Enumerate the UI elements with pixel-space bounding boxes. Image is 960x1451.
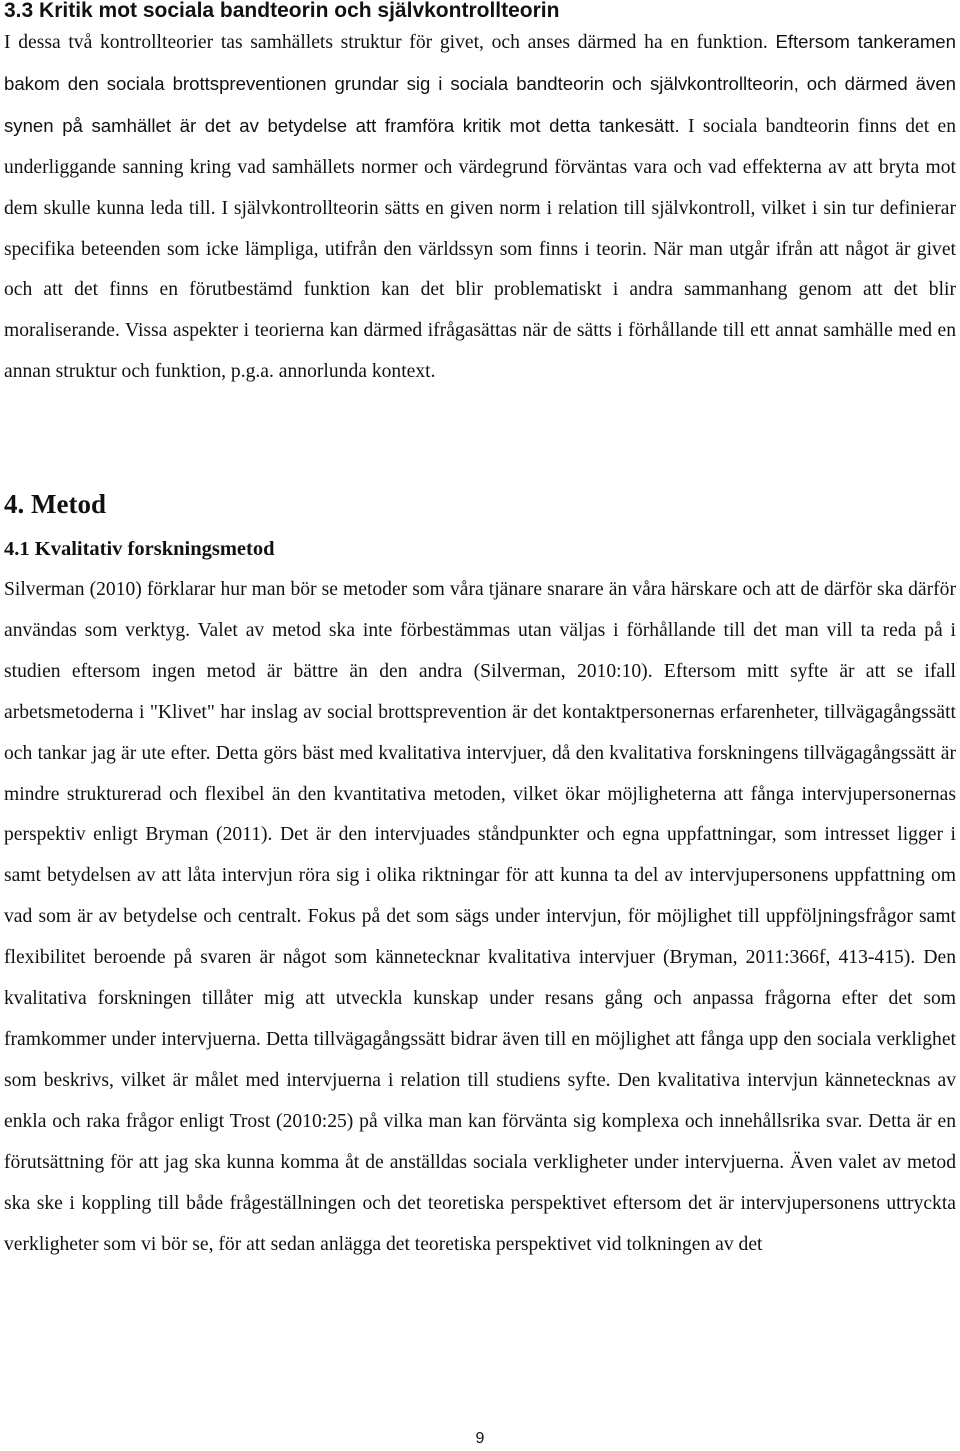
section-heading-3-3: 3.3 Kritik mot sociala bandteorin och självkontrollteorin xyxy=(4,0,560,22)
section-heading-4-1: 4.1 Kvalitativ forskningsmetod xyxy=(4,538,275,560)
paragraph-kritik-sans-part: Eftersom tankeramen bakom den sociala brottspreventionen grundar sig i sociala bandteorin och självkontrollteorin, och därmed även synen på samhället är det av betydelse att framföra kritik mot detta tankesätt. xyxy=(4,31,956,136)
page-number: 9 xyxy=(475,1430,485,1447)
paragraph-kritik-opening: I dessa två kontrollteorier tas samhällets struktur för givet, och anses därmed ha en funktion. xyxy=(4,32,768,53)
section-heading-4: 4. Metod xyxy=(4,489,106,519)
paragraph-kritik-serif-part: I sociala bandteorin finns det en underliggande sanning kring vad samhällets normer och värdegrund förväntas vara och vad effekterna av att bryta mot dem skulle kunna leda till. I självkontrollteorin sätts en given norm i relation till självkontroll, vilket i sin tur definierar specifika beteenden som icke lämpliga, utifrån den världssyn som finns i teorin. När man utgår ifrån att något är givet och att det finns en förutbestämd funktion kan det blir problematiskt i andra sammanhang genom att det blir moraliserande. Vissa aspekter i teorierna kan därmed ifrågasättas när de sätts i förhållande till ett annat samhälle med en annan struktur och funktion, p.g.a. annorlunda kontext. xyxy=(4,115,956,383)
paragraph-kvalitativ: Silverman (2010) förklarar hur man bör se metoder som våra tjänare snarare än våra härskare och att de därför ska därför användas som verktyg. Valet av metod ska inte förbestämmas utan väljas i förhållande till det man vill ta reda på i studien eftersom ingen metod är bättre än den andra (Silverman, 2010:10). Eftersom mitt syfte är att se ifall arbetsmetoderna i "Klivet" har inslag av social brottsprevention är det kontaktpersonernas erfarenheter, tillvägagångssätt och tankar jag är ute efter. Detta görs bäst med kvalitativa intervjuer, då den kvalitativa forskningens tillvägagångssätt är mindre strukturerad och flexibel än den kvantitativa metoden, vilket ökar möjligheterna att fånga intervjupersonernas perspektiv enligt Bryman (2011). Det är den intervjuades ståndpunkter och egna uppfattningar, som intresset ligger i samt betydelsen av att låta intervjun röra sig i olika riktningar för att kunna ta del av intervjupersonens uppfattning om vad som är av betydelse och centralt. Fokus på det som sägs under intervjun, för möjlighet till uppföljningsfrågor samt flexibilitet beroende på svaren är något som kännetecknar kvalitativa intervjuer (Bryman, 2011:366f, 413-415). Den kvalitativa forskningen tillåter mig att utveckla kunskap under resans gång och anpassa frågorna efter det som framkommer under intervjuerna. Detta tillvägagångssätt bidrar även till en möjlighet att fånga upp den sociala verklighet som beskrivs, vilket är målet med intervjuerna i relation till studiens syfte. Den kvalitativa intervjun kännetecknas av enkla och raka frågor enligt Trost (2010:25) på vilka man kan förvänta sig komplexa och innehållsrika svar. Detta är en förutsättning för att jag ska kunna komma åt de anställdas sociala verkligheter under intervjuerna. Även valet av metod ska ske i koppling till både frågeställningen och det teoretiska perspektivet eftersom det är intervjupersonens uttryckta verkligheter som vi bör se, för att sedan anlägga det teoretiska perspektivet vid tolkningen av det xyxy=(4,579,956,1255)
paragraph-kritik xyxy=(4,22,956,393)
